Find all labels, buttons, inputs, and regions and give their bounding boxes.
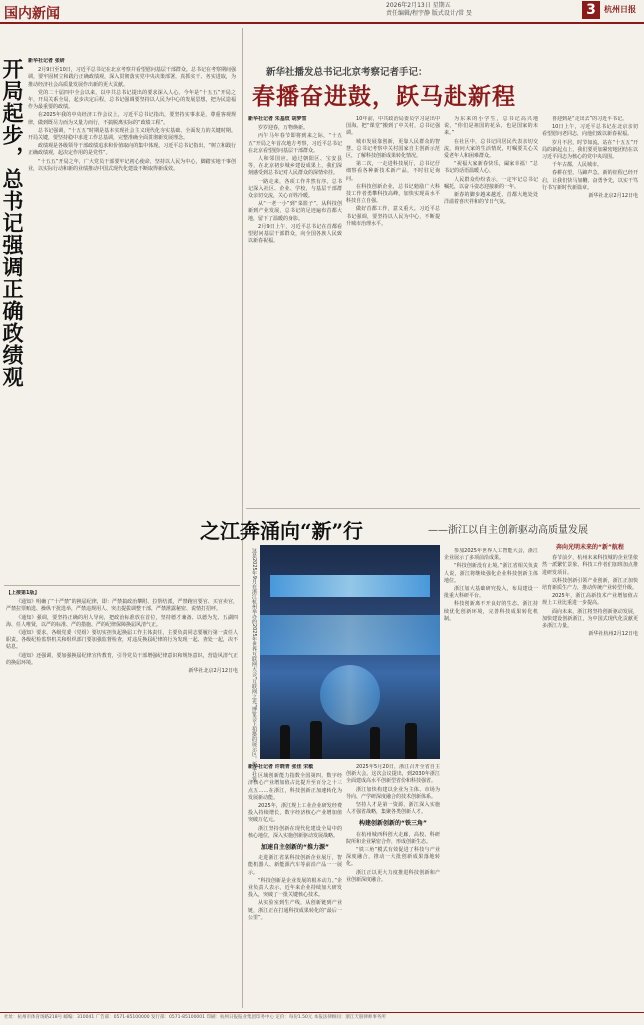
photo-person (405, 723, 417, 759)
left-headline: 开局起步，总书记强调正确政绩观 (0, 58, 25, 388)
box-title: 【上接第1版】 (6, 590, 40, 596)
main-byline: 新华社记者 朱基钗 胡梦雪 (248, 116, 307, 122)
paragraph: “祝福大家新春快乐，阖家幸福！”总书记的话语温暖人心。 (444, 161, 538, 175)
paragraph: 春节前夕，杭州未来科技城的企业里依然一派繁忙景象，科技工作者们加班加点推进研发项目。 (542, 555, 638, 576)
paragraph: 10日上午，习近平总书记在北京亲切看望慰问老同志，向他们致以新春祝福。 (542, 124, 638, 138)
paragraph: 浙江正以更大力度推进科技创新和产业创新深度融合。 (346, 869, 440, 883)
paragraph: 丙午马年春节即将到来之际，“十五五”开局之年首次地方考察，习近平总书记在北京看望慰问基层干部群众。 (248, 133, 342, 154)
paragraph: 人和邻国应。通过朝阳区、宝安县等，在北京初步城乡建设成果上，我们深刻感受到总书记对人民群众的深情牵挂。 (248, 156, 342, 177)
paragraph: “科技创新没有止境。”浙江省相关负责人说，浙江将继续强化企业科技创新主体地位。 (444, 563, 538, 584)
paragraph: 春耕在望，马蹄声急。新的征程已经开启，让我们快马加鞭、奋勇争先，以实干笃行书写新时代新篇章。 (542, 170, 638, 191)
paragraph: 科技创新离不开良好的生态。浙江持续优化创新环境，完善科技成果转化机制。 (444, 601, 538, 622)
paragraph: 《通知》还强调，要加强换届纪律宣传教育，引导党员干部增强纪律意识和规矩意识，营造风清气正的换届环境。 (6, 652, 238, 666)
zhejiang-subtitle: ——浙江以自主创新驱动高质量发展 (428, 525, 588, 536)
paragraph: 浙江加大基础研究投入，布局建设一批重大科研平台。 (444, 586, 538, 600)
photo-person (370, 727, 380, 759)
zj-side-subhead: 奔向光明未来的“新”航程 (556, 544, 624, 551)
paragraph: 在杭州城西科创大走廊，高校、科研院所和企业紧密合作，形成创新生态。 (346, 831, 440, 845)
paragraph: 喜迎到是“走出去”的习近平书记。 (552, 116, 628, 122)
paragraph: 区域创新能力指数全国第四，数字经济核心产业增加值占比提升至百分之十三点五……在浙江，科技创新正加速转化为发展新动能。 (248, 773, 342, 801)
left-box (6, 590, 238, 1008)
section-title: 国内新闻 (4, 6, 60, 22)
box-paragraphs (6, 599, 238, 667)
paragraph: 城市发展靠创新，更靠人民群众的智慧。总书记考察中关村国家自主创新示范区，了解科技创新成果转化情况。 (346, 138, 440, 160)
main-title: 春播奋进鼓，跃马赴新程 (252, 83, 516, 110)
zj-signature: 新华社杭州2月12日电 (588, 631, 638, 638)
photo-caption: 这是2025年9月在浙江杭州举办的2025年世界互联网大会“互联网之光”博览会上拍摄的展示区。新华社发 (251, 548, 257, 782)
paragraph: 政绩观是各级领导干部政绩追求和价值取向的集中体现。习近平总书记指出，“树立和践行正确政绩观，起决定作用的是党性”。 (28, 143, 236, 157)
paragraph: “铁三角”模式有效促进了科技与产业深度融合，推动一大批创新成果落地转化。 (346, 847, 440, 868)
expo-photo (260, 545, 440, 759)
paragraph: 以科技创新引领产业创新，浙江正加快培育新质生产力，推动传统产业转型升级。 (542, 577, 638, 592)
page-header (0, 0, 644, 24)
paragraph: 走进浙江省某科技创新企业展厅，智能机器人、新能源汽车等前沿产品一一展示。 (248, 855, 342, 876)
editor-text: 责任编辑/程宇静 版式设计/常 旻 (386, 10, 472, 17)
left-byline: 新华社记者 张研 (28, 58, 65, 64)
zj-col-b (346, 764, 440, 1008)
date-text: 2026年2月13日 星期五 (386, 2, 451, 9)
paragraph: 新春的脚步越来越近，首都大地处处洋溢着喜庆祥和的节日气氛。 (444, 192, 538, 206)
photo-screen (260, 615, 440, 655)
paragraph: 《通知》明确了“十严禁”的换届纪律，即：严禁搞政治攀附、拉帮结派，严禁跑官要官、买官卖官，严禁拉票贿选、操纵干扰选举，严禁违规用人、突击提拔调整干部，严禁泄露秘密、说情打招呼。 (6, 599, 238, 613)
paragraph: 为东来的小学生，总书记高兴地说，“你们是祖国的花朵，也是国家的未来。” (444, 116, 538, 137)
paragraph: 2025年5月20日，浙江召开全省自主创新大会。这次会议提出，到2030年浙江全面建成高水平创新型省份和科技强省。 (346, 764, 440, 785)
paragraph: 2月9日上午，习近平总书记在首都看望慰问基层干部群众，向全国各族人民致以新春祝福。 (248, 223, 342, 245)
paragraph: 千年古都，人民城市。 (552, 162, 603, 169)
paragraph: 参加2025年世界人工智能大会，浙江企业展示了多项前沿成果。 (444, 548, 538, 562)
paragraph: 2025年，浙江规上工业企业研发经费投入持续增长，数字经济核心产业增加值突破万亿元。 (248, 803, 342, 824)
paragraph: 在2025年我的中央经济工作会议上，习近平总书记指出，要坚持实事求是，尊重客观规律，做到既尽力而为又量力而行，不搞脱离实际的“政绩工程”。 (28, 112, 236, 126)
main-col-d (542, 116, 638, 506)
photo-globe (320, 665, 380, 725)
paragraph: 人民群众纷纷表示，一定牢记总书记嘱托，以奋斗姿态迎接新的一年。 (444, 176, 538, 190)
paragraph: 岁岁迎春，万物焕新。 (258, 125, 309, 132)
paragraph: 浙江坚持创新在现代化建设全局中的核心地位，深入实施创新驱动发展战略。 (248, 825, 342, 839)
divider (4, 585, 240, 586)
zj-byline: 新华社记者 许晓青 张佳 宋敏 (248, 764, 314, 770)
zj-col-c (444, 548, 538, 1008)
main-col-a (248, 116, 342, 506)
zj-col-a (248, 764, 342, 1008)
left-paragraphs (28, 67, 236, 173)
zj-subhead-a: 加速自主创新的“推力源” (261, 844, 329, 852)
paragraph: 10年前，中共政治局委员学习是出中国海。把“课堂”搬到了中关村，总书记强调。 (346, 116, 440, 137)
zj-subhead-b: 构建创新创新的“铁三角” (359, 820, 427, 828)
divider (246, 508, 640, 509)
paragraph: 2月9日至10日，习近平总书记在北京考察并看望慰问基层干部群众。总书记在考察期间强调，要牢固树立和践行正确政绩观，深入贯彻落实党中央决策部署，真抓实干、务实进取，为推动经济社会高质量发展作出新的更大贡献。 (28, 67, 236, 88)
paragraph: 岁月不居，时节如流。站在“十五五”开局的新起点上，我们要更加紧密地团结在以习近平同志为核心的党中央周围。 (542, 139, 638, 161)
paragraph: 坚持人才是第一资源，浙江深入实施人才强省战略，集聚各类创新人才。 (346, 802, 440, 816)
paragraph: 做好首都工作，意义重大。习近平总书记强调，要坚持以人民为中心，不断提升城市治理水平。 (346, 206, 440, 227)
main-supertitle: 新华社播发总书记北京考察记者手记： (266, 67, 428, 78)
date-line (386, 2, 472, 18)
paragraph: 党的二十届四中全会以来，以中共总书记提出的要求深入人心。今年是“十五五”开局之年，开局关系全局，起步决定后程，总书记强调要坚持以人民为中心的发展思想，把为民造福作为最重要的政绩。 (28, 89, 236, 111)
paragraph: 从“一老一小”到“菜篮子”，从科技创新到产业发展，总书记的足迹遍布首都大地，留下了温暖的身影。 (248, 201, 342, 222)
paragraph: 《通知》要求，各级党委（党组）要切实担负起换届工作主体责任，主要负责同志要履行第一责任人职责。各级纪检监察机关和组织部门要加强监督检查，对违反换届纪律的行为发现一起、查处一起，决不姑息。 (6, 630, 238, 651)
main-col-b (346, 116, 440, 506)
paragraph: 在社区中，总书记同居民代表亲切交流，询问大家的生活情况，叮嘱要关心关爱老年人和困难群众。 (444, 138, 538, 160)
paragraph: “十五五”开局之年，广大党员干部要牢记初心使命，坚持以人民为中心，脚踏实地干事创业，以实际行动和新的业绩推动中国式现代化建设不断取得新成效。 (28, 158, 236, 172)
page-number: 3 (582, 1, 600, 19)
left-article-body (28, 58, 236, 523)
paragraph: 面向未来，浙江将坚持创新驱动发展，加快建设创新浙江，为中国式现代化贡献更多浙江力量。 (542, 608, 638, 630)
photo-person (310, 721, 322, 759)
page-footer: 社址：杭州市体育场路218号 邮编：310041 广告部：0571-85100000 发行部：0571-85100001 印刷：杭州日报报业集团印务中心 定价：每份1.50元 本报法律顾问：浙江天册律师事务所 (0, 1012, 644, 1025)
paragraph: 一路走来，各项工作井然有序。总书记深入社区、企业、学校，与基层干部群众亲切交流，关心百姓冷暖。 (248, 178, 342, 200)
paragraph: 第二次，一走进科技展厅，总书记仔细察看各种新技术新产品，不时驻足询问。 (346, 161, 440, 182)
paragraph: 在科技创新企业，总书记勉励广大科技工作者勇攀科技高峰，加快实现高水平科技自立自强。 (346, 183, 440, 205)
paragraph: “科技创新是企业发展的根本动力。”企业负责人表示，近年来企业持续加大研发投入，突破了一批关键核心技术。 (248, 877, 342, 899)
paragraph: 2025年，浙江高新技术产业增加值占规上工业比重进一步提高。 (542, 593, 638, 607)
paragraph: 总书记强调，“十五五”时期是基本实现社会主义现代化夯实基础、全面发力的关键时期。开局关键，要坚持稳中求进工作总基调，完整准确全面贯彻新发展理念。 (28, 127, 236, 142)
zhejiang-title: 之江奔涌向“新”行 (200, 519, 364, 543)
main-signature: 新华社北京2月12日电 (588, 193, 638, 200)
paragraph: 浙江加快构建以企业为主体、市场为导向、产学研深度融合的技术创新体系。 (346, 786, 440, 800)
paragraph: 《通知》强调，要坚持正确的用人导向，把政治标准放在首位，坚持德才兼备、以德为先、五湖四海、任人唯贤，以严的标准、严的措施、严的纪律保障换届风清气正。 (6, 614, 238, 628)
photo-person (280, 725, 290, 759)
paper-name: 杭州日报 (604, 4, 636, 14)
photo-screen (270, 575, 430, 597)
paragraph: 从实验室到生产线，从创新链到产业链，浙江正在打通科技成果转化的“最后一公里”。 (248, 900, 342, 921)
box-signature: 新华社北京2月12日电 (188, 668, 238, 675)
zj-col-d (542, 540, 638, 1008)
main-col-c (444, 116, 538, 506)
